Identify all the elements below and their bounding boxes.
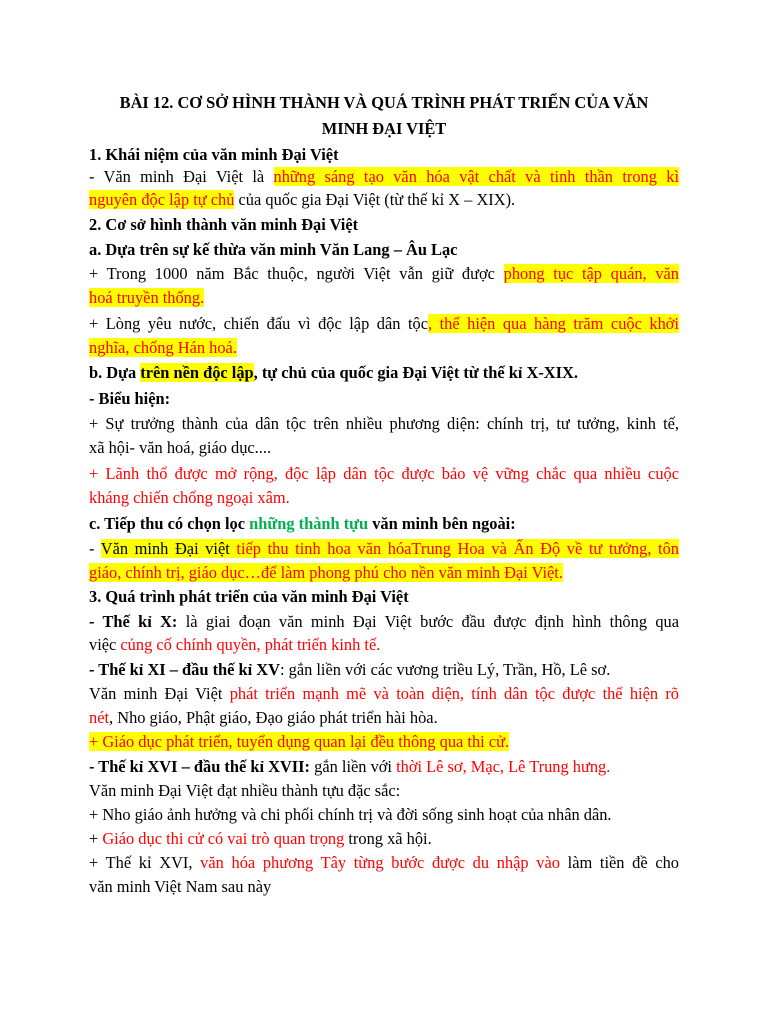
red-text: nét	[89, 708, 110, 727]
text: Văn minh Đại Việt	[89, 684, 230, 703]
paragraph-line: kháng chiến chống ngoại xâm.	[89, 488, 290, 507]
highlighted-text: Văn minh Đại việt	[100, 539, 237, 558]
section-1-heading: 1. Khái niệm của văn minh Đại Việt	[89, 145, 339, 164]
text: , tự chủ của quốc gia Đại Việt từ thế kỉ X-XIX.	[253, 363, 578, 382]
paragraph-line	[89, 263, 679, 285]
section-2-heading: 2. Cơ sở hình thành văn minh Đại Việt	[89, 215, 359, 234]
paragraph-line	[89, 611, 679, 633]
text: - Văn minh Đại Việt là	[89, 167, 274, 186]
paragraph-line	[89, 634, 679, 656]
text: làm tiền đề cho	[559, 853, 679, 872]
paragraph-line	[89, 538, 679, 560]
paragraph-line	[89, 287, 679, 309]
lesson-title-line-1: BÀI 12. CƠ SỞ HÌNH THÀNH VÀ QUÁ TRÌNH PHÁT TRIỂN CỦA VĂN	[119, 93, 649, 112]
text: văn minh bên ngoài:	[368, 514, 516, 533]
paragraph-line	[89, 659, 679, 681]
paragraph-line	[89, 337, 679, 359]
highlighted-text: tiếp thu tinh hoa văn hóaTrung Hoa và Ấn Độ về tư tưởng, tôn	[236, 539, 679, 558]
text: + Lòng yêu nước, chiến đấu vì độc lập dân tộc	[89, 314, 428, 333]
highlighted-text: hoá truyền thống.	[89, 288, 205, 307]
red-text: văn hóa phương Tây từng bước được du nhập vào	[200, 853, 560, 872]
text: + Thế kỉ XVI,	[89, 853, 201, 872]
highlighted-text: những sáng tạo văn hóa vật chất và tinh thần trong kì	[273, 167, 679, 186]
paragraph-line	[89, 756, 679, 778]
red-text: phát triển mạnh mẽ và toàn diện, tính dân tộc được thể hiện rõ	[229, 684, 679, 703]
red-text: củng cố chính quyền, phát triển kinh tế.	[120, 635, 381, 654]
highlighted-text: nghĩa, chống Hán hoá.	[89, 338, 237, 357]
section-3-heading: 3. Quá trình phát triển của văn minh Đại Việt	[89, 587, 409, 606]
paragraph-line: + Nho giáo ảnh hưởng và chi phối chính trị và đời sống sinh hoạt của nhân dân.	[89, 805, 612, 824]
paragraph-line	[89, 166, 679, 188]
highlighted-text: , thể hiện qua hàng trăm cuộc khởi	[427, 314, 679, 333]
paragraph-line	[89, 313, 679, 335]
subsection-a-heading: a. Dựa trên sự kế thừa văn minh Văn Lang – Âu Lạc	[89, 240, 458, 259]
paragraph-line: Văn minh Đại Việt đạt nhiều thành tựu đặc sắc:	[89, 781, 401, 800]
text: + Trong 1000 năm Bắc thuộc, người Việt vẫn giữ được	[89, 264, 504, 283]
paragraph-line	[89, 562, 679, 584]
highlighted-text: nguyên độc lập tự chủ	[89, 190, 235, 209]
text: việc	[89, 635, 121, 654]
text: : gắn liền với các vương triều Lý, Trần, Hồ, Lê sơ.	[279, 660, 611, 679]
highlighted-text: + Giáo dục phát triển, tuyển dụng quan lại đều thông qua thi cử.	[89, 732, 510, 751]
text: b. Dựa	[89, 363, 141, 382]
red-text: Giáo dục thi cử có vai trò quan trọng	[102, 829, 345, 848]
paragraph-line: xã hội- văn hoá, giáo dục....	[89, 438, 272, 457]
subsection-b-heading	[89, 362, 679, 384]
red-text: thời Lê sơ, Mạc, Lê Trung hưng.	[396, 757, 611, 776]
text: của quốc gia Đại Việt (từ thế kỉ X – XIX).	[234, 190, 516, 209]
paragraph-line	[89, 707, 679, 729]
paragraph-line: + Lãnh thổ được mở rộng, độc lập dân tộc được bảo vệ vững chắc qua nhiều cuộc	[89, 464, 679, 483]
text: c. Tiếp thu có chọn lọc	[89, 514, 250, 533]
highlighted-text: phong tục tập quán, văn	[503, 264, 679, 283]
bold-text: - Thế kỉ XVI – đầu thế kỉ XVII:	[89, 757, 311, 776]
paragraph-line: - Biểu hiện:	[89, 389, 171, 408]
paragraph-line: + Sự trưởng thành của dân tộc trên nhiều phương diện: chính trị, tư tưởng, kinh tế,	[89, 414, 679, 433]
text: là giai đoạn văn minh Đại Việt bước đầu được định hình thông qua	[177, 612, 679, 631]
text: , Nho giáo, Phật giáo, Đạo giáo phát triển hài hòa.	[109, 708, 438, 727]
paragraph-line: văn minh Việt Nam sau này	[89, 877, 272, 896]
paragraph-line	[89, 828, 679, 850]
text: gắn liền với	[310, 757, 397, 776]
highlighted-text: giáo, chính trị, giáo dục…để làm phong phú cho nền văn minh Đại Việt.	[89, 563, 563, 582]
paragraph-line	[89, 683, 679, 705]
green-text: những thành tựu	[249, 514, 369, 533]
text: -	[89, 539, 101, 558]
lesson-title-line-2: MINH ĐẠI VIỆT	[321, 119, 447, 138]
text: +	[89, 829, 103, 848]
highlighted-text: trên nền độc lập	[140, 363, 254, 382]
paragraph-line	[89, 189, 679, 211]
text: trong xã hội.	[344, 829, 432, 848]
paragraph-line	[89, 852, 679, 874]
subsection-c-heading	[89, 513, 679, 535]
paragraph-line	[89, 731, 679, 753]
bold-text: - Thế kỉ X:	[89, 612, 178, 631]
bold-text: - Thế kỉ XI – đầu thế kỉ XV	[89, 660, 280, 679]
